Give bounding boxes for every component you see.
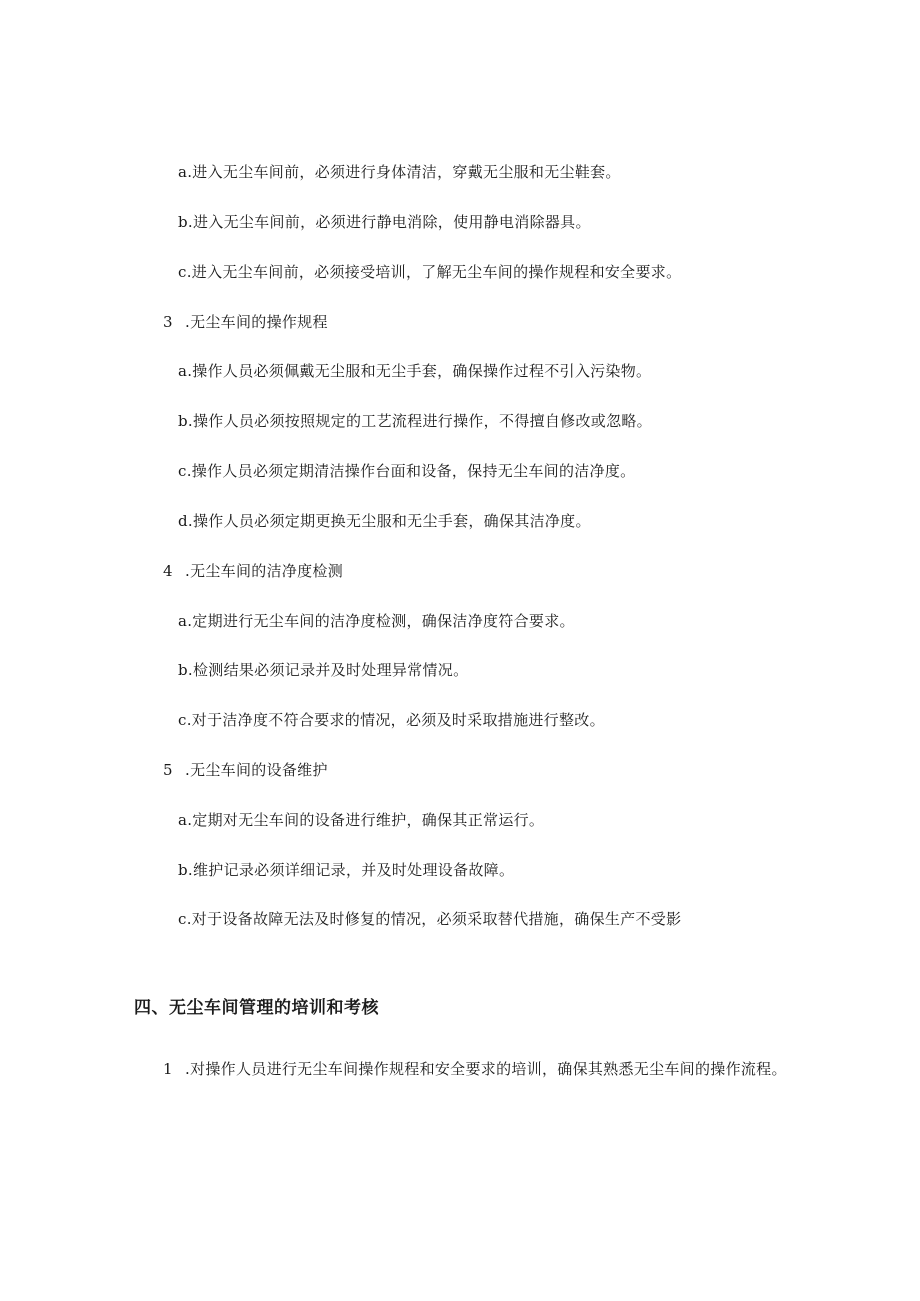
paragraph-text: .对操作人员进行无尘车间操作规程和安全要求的培训，确保其熟悉无尘车间的操作流程。 — [185, 1060, 787, 1078]
list-item: b.维护记录必须详细记录，并及时处理设备故障。 — [178, 861, 515, 879]
subsection-heading — [163, 312, 328, 332]
subsection-title: .无尘车间的洁净度检测 — [185, 562, 344, 580]
list-item: a.进入无尘车间前，必须进行身体清洁，穿戴无尘服和无尘鞋套。 — [178, 163, 621, 181]
subsection-number: 5 — [163, 761, 173, 779]
subsection-heading — [163, 760, 328, 780]
list-item: b.操作人员必须按照规定的工艺流程进行操作，不得擅自修改或忽略。 — [178, 412, 652, 430]
list-item: a.定期对无尘车间的设备进行维护，确保其正常运行。 — [178, 811, 545, 829]
list-item: c.对于设备故障无法及时修复的情况，必须采取替代措施，确保生产不受影 — [178, 910, 682, 928]
paragraph-number: 1 — [163, 1060, 173, 1078]
list-item: c.进入无尘车间前，必须接受培训，了解无尘车间的操作规程和安全要求。 — [178, 263, 682, 281]
list-item: a.操作人员必须佩戴无尘服和无尘手套，确保操作过程不引入污染物。 — [178, 362, 652, 380]
list-item: b.进入无尘车间前，必须进行静电消除，使用静电消除器具。 — [178, 213, 591, 231]
list-item: d.操作人员必须定期更换无尘服和无尘手套，确保其洁净度。 — [178, 512, 591, 530]
list-item: b.检测结果必须记录并及时处理异常情况。 — [178, 661, 469, 679]
list-item: a.定期进行无尘车间的洁净度检测，确保洁净度符合要求。 — [178, 612, 575, 630]
paragraph — [134, 1054, 794, 1085]
subsection-title: .无尘车间的操作规程 — [185, 313, 328, 331]
subsection-heading — [163, 561, 343, 581]
list-item: c.对于洁净度不符合要求的情况，必须及时采取措施进行整改。 — [178, 711, 605, 729]
section-heading: 四、无尘车间管理的培训和考核 — [134, 998, 379, 1018]
list-item: c.操作人员必须定期清洁操作台面和设备，保持无尘车间的洁净度。 — [178, 462, 636, 480]
subsection-title: .无尘车间的设备维护 — [185, 761, 328, 779]
subsection-number: 4 — [163, 562, 173, 580]
subsection-number: 3 — [163, 313, 173, 331]
